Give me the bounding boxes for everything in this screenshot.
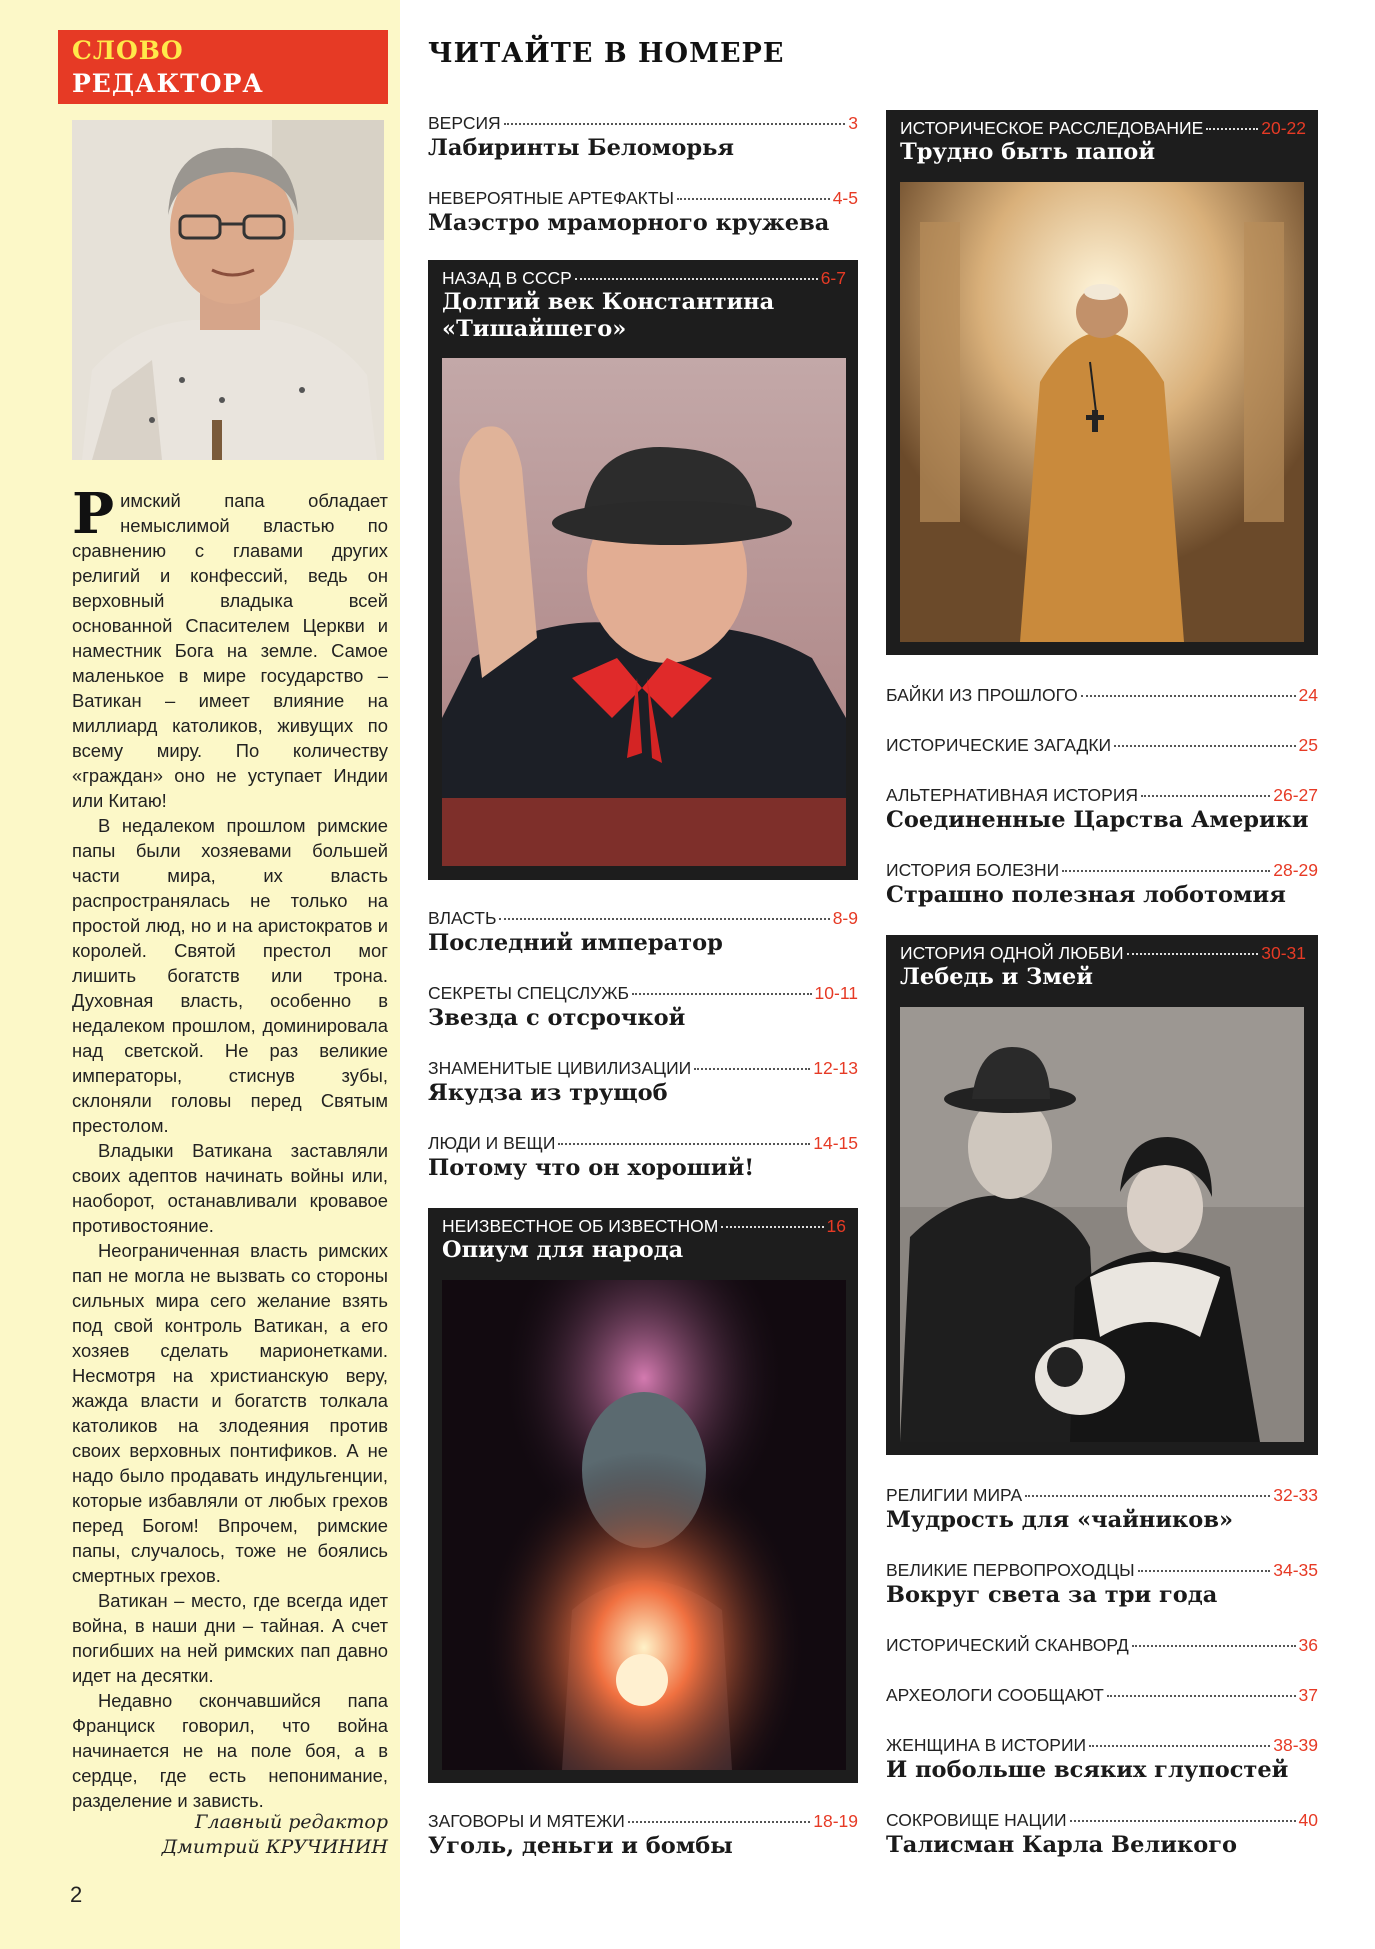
editor-signature [72,1810,388,1860]
toc-entry-section: СЕКРЕТЫ СПЕЦСЛУЖБ [428,983,630,1003]
feature-pages: 16 [826,1216,846,1236]
toc-entry-pages: 18-19 [813,1811,858,1831]
toc-entry[interactable] [428,983,858,1032]
toc-heading: ЧИТАЙТЕ В НОМЕРЕ [428,38,785,69]
toc-entry-section: АРХЕОЛОГИ СООБЩАЮТ [886,1685,1104,1705]
editor-paragraph-text: имский папа обладает немыслимой властью по сравнению с главами других религий и конфессий, ведь он верховный владыка всей основанной Спасителем Церкви и наместник Бога на земле. Самое маленькое в мире государство – Ватикан – имеет влияние на миллиард католиков, живущих по всему миру. По количеству «граждан» оно не уступает Индии или Китаю! [72,490,388,811]
toc-entry[interactable] [886,1735,1318,1784]
toc-entry[interactable] [428,1811,858,1860]
feature-pages: 6-7 [820,268,846,288]
editor-paragraph: Недавно скончавшийся папа Франциск говорил, что война начинается не на поле боя, а в сердце, где есть непонимание, разделение и зависть. [72,1690,388,1811]
toc-entry-section: БАЙКИ ИЗ ПРОШЛОГО [886,685,1078,705]
leader-dots [1138,1570,1271,1572]
feature-pages: 20-22 [1261,118,1306,138]
leader-dots [1089,1745,1270,1747]
toc-entry-pages: 8-9 [832,908,858,928]
leader-dots [694,1068,810,1070]
editor-paragraph: В недалеком прошлом римские папы были хозяевами большей части мира, их власть распространялась не только на простой люд, но и на аристократов и королей. Святой престол мог лишить богатств или трона. Духовная власть, особенно в недалеком прошлом, доминировала над светской. Не раз великие императоры, стиснув зубы, склоняли головы перед Святым престолом. [72,815,388,1136]
editor-paragraph: Неограниченная власть римских пап не могла не вызвать со стороны сильных мира сего желание взять под свой контроль Ватикан, а его хозяев сделать марионетками. Несмотря на христианскую веру, жажда власти и богатств толкала католиков на злодеяния против своих верховных понтификов. А не надо было продавать индульгенции, которые избавляли от любых грехов перед Богом! Впрочем, римские папы, случалось, тоже не боялись смертных грехов. [72,1240,388,1586]
feature-title: Лебедь и Змей [900,964,1093,990]
leader-dots [558,1143,810,1145]
feature-section: ИСТОРИЯ ОДНОЙ ЛЮБВИ [900,943,1124,963]
leader-dots [1107,1695,1296,1697]
toc-entry-title: И побольше всяких глупостей [886,1757,1289,1783]
feature-title: «Тишайшего» [442,316,627,342]
toc-entry-title: Соединенные Царства Америки [886,807,1309,833]
feature-section: НАЗАД В СССР [442,268,572,288]
toc-entry-title: Страшно полезная лоботомия [886,882,1286,908]
toc-entry-title: Потому что он хороший! [428,1155,755,1181]
toc-entry-section: СОКРОВИЩЕ НАЦИИ [886,1810,1067,1830]
toc-entry-title: Якудза из трущоб [428,1080,668,1106]
toc-entry-title: Звезда с отсрочкой [428,1005,686,1031]
toc-entry-pages: 38-39 [1273,1735,1318,1755]
toc-entry-pages: 26-27 [1273,785,1318,805]
feature-box-investigation[interactable] [886,110,1318,655]
feature-image-ussr [442,358,846,866]
toc-entry-section: НЕВЕРОЯТНЫЕ АРТЕФАКТЫ [428,188,675,208]
leader-dots [575,278,818,280]
page-number: 2 [70,1882,83,1907]
feature-box-ussr[interactable] [428,260,858,880]
feature-image-unknown [442,1280,846,1770]
toc-entry[interactable] [886,785,1318,834]
drop-cap: Р [72,481,115,547]
toc-entry[interactable] [886,860,1318,909]
editor-paragraph [72,481,388,813]
toc-entry[interactable] [428,1058,858,1107]
toc-entry-pages: 37 [1298,1685,1318,1705]
feature-section: НЕИЗВЕСТНОЕ ОБ ИЗВЕСТНОМ [442,1216,719,1236]
toc-entry-title: Мудрость для «чайников» [886,1507,1234,1533]
leader-dots [1081,695,1296,697]
toc-entry-pages: 36 [1298,1635,1318,1655]
toc-entry-section: ВЕРСИЯ [428,113,501,133]
toc-entry-pages: 12-13 [813,1058,858,1078]
feature-box-love[interactable] [886,935,1318,1455]
editor-role: Главный редактор [194,1811,388,1833]
toc-entry-section: ЖЕНЩИНА В ИСТОРИИ [886,1735,1087,1755]
editor-paragraph: Владыки Ватикана заставляли своих адептов начинать войны или, наоборот, останавливали кровавое противостояние. [72,1140,388,1236]
feature-title: Опиум для народа [442,1237,684,1263]
toc-entry-pages: 28-29 [1273,860,1318,880]
toc-entry-section: РЕЛИГИИ МИРА [886,1485,1023,1505]
leader-dots [632,993,812,995]
toc-entry-section: ЗАГОВОРЫ И МЯТЕЖИ [428,1811,625,1831]
toc-entry-title: Лабиринты Беломорья [428,135,734,161]
editor-letter [72,481,388,1813]
editor-heading-line1: СЛОВО [72,36,184,65]
leader-dots [721,1226,823,1228]
toc-entry-section: ИСТОРИЧЕСКИЙ СКАНВОРД [886,1635,1129,1655]
leader-dots [628,1821,810,1823]
toc-entry[interactable] [886,735,1318,756]
toc-entry-title: Маэстро мраморного кружева [428,210,830,236]
toc-entry-pages: 3 [848,113,858,133]
toc-entry[interactable] [428,113,858,162]
toc-entry-pages: 34-35 [1273,1560,1318,1580]
leader-dots [1114,745,1295,747]
toc-entry[interactable] [886,1485,1318,1534]
toc-entry-section: ВЕЛИКИЕ ПЕРВОПРОХОДЦЫ [886,1560,1135,1580]
toc-entry[interactable] [886,1635,1318,1656]
toc-entry-pages: 40 [1298,1810,1318,1830]
editor-paragraph: Ватикан – место, где всегда идет война, в наши дни – тайная. А счет погибших на ней римских пап давно идет на десятки. [72,1590,388,1686]
toc-entry-title: Вокруг света за три года [886,1582,1218,1608]
toc-entry[interactable] [886,1685,1318,1706]
feature-title: Долгий век Константина [442,289,775,315]
toc-entry-title: Уголь, деньги и бомбы [428,1833,733,1859]
toc-entry-pages: 24 [1298,685,1318,705]
leader-dots [1206,128,1258,130]
editor-heading [58,30,388,104]
leader-dots [1025,1495,1270,1497]
toc-entry[interactable] [428,908,858,957]
leader-dots [504,123,846,125]
leader-dots [1127,953,1259,955]
toc-entry-title: Последний император [428,930,723,956]
feature-pages: 30-31 [1261,943,1306,963]
toc-entry-title: Талисман Карла Великого [886,1832,1237,1858]
toc-entry-section: ЛЮДИ И ВЕЩИ [428,1133,556,1153]
editor-photo [72,120,384,460]
leader-dots [677,198,830,200]
toc-entry[interactable] [886,685,1318,706]
feature-image-investigation [900,182,1304,642]
toc-entry-pages: 32-33 [1273,1485,1318,1505]
leader-dots [1132,1645,1296,1647]
toc-entry-section: ИСТОРИЧЕСКИЕ ЗАГАДКИ [886,735,1112,755]
toc-entry-section: ВЛАСТЬ [428,908,497,928]
editor-name: Дмитрий КРУЧИНИН [161,1836,388,1858]
feature-box-unknown[interactable] [428,1208,858,1783]
toc-entry[interactable] [428,188,858,237]
editor-portrait-image [72,120,384,460]
feature-image-love [900,1007,1304,1442]
editor-column [0,0,400,1949]
toc-entry-section: АЛЬТЕРНАТИВНАЯ ИСТОРИЯ [886,785,1139,805]
toc-entry-pages: 25 [1298,735,1318,755]
toc-entry-pages: 14-15 [813,1133,858,1153]
leader-dots [1070,1820,1296,1822]
toc-entry[interactable] [886,1560,1318,1609]
feature-title: Трудно быть папой [900,139,1156,165]
editor-heading-line2: РЕДАКТОРА [72,69,264,98]
toc-entry-pages: 4-5 [832,188,858,208]
leader-dots [1062,870,1270,872]
feature-section: ИСТОРИЧЕСКОЕ РАССЛЕДОВАНИЕ [900,118,1204,138]
leader-dots [499,918,829,920]
toc-entry[interactable] [886,1810,1318,1859]
toc-entry-section: ИСТОРИЯ БОЛЕЗНИ [886,860,1060,880]
leader-dots [1141,795,1270,797]
toc-entry-section: ЗНАМЕНИТЫЕ ЦИВИЛИЗАЦИИ [428,1058,692,1078]
toc-entry[interactable] [428,1133,858,1182]
toc-entry-pages: 10-11 [814,983,858,1003]
